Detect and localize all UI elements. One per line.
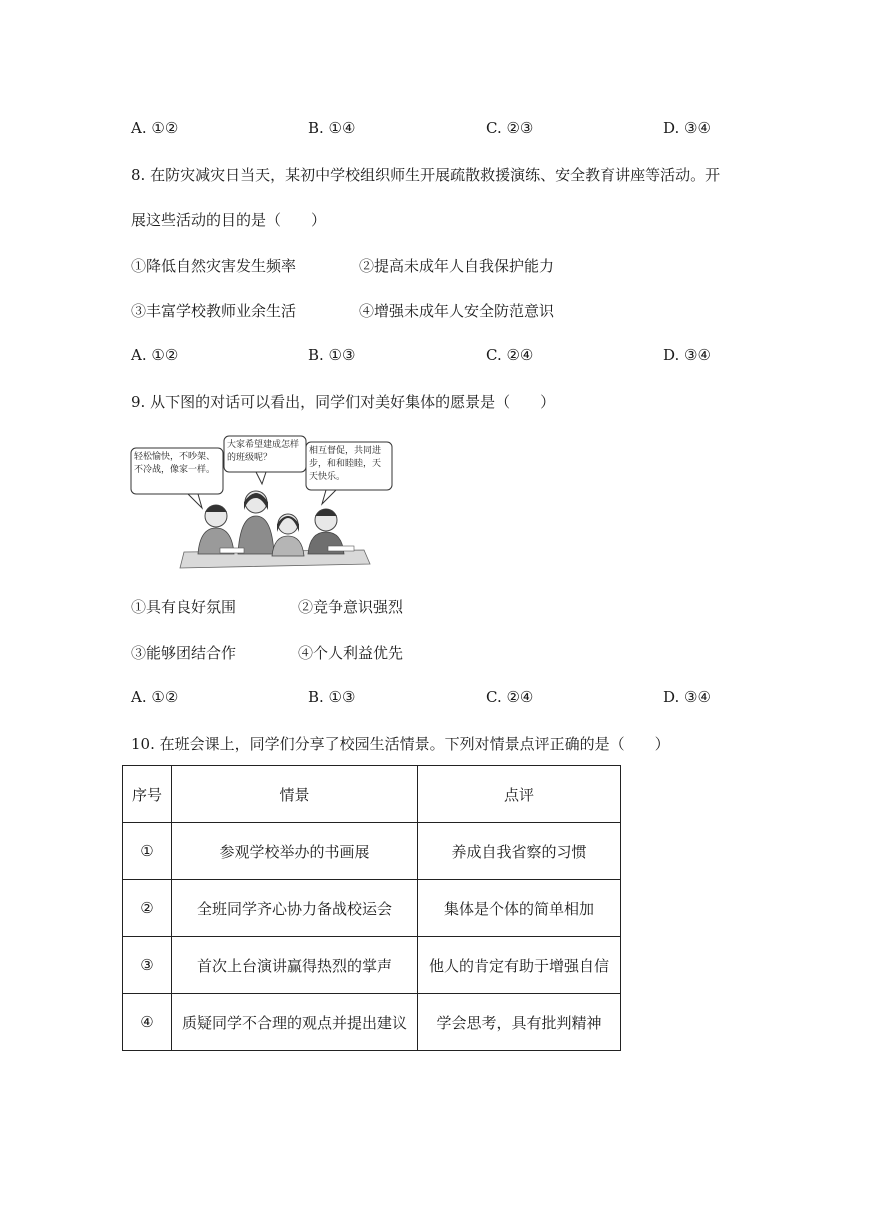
- q9-option-a: A. ①②: [131, 688, 179, 706]
- bubble-middle-text: 大家希望建成怎样的班级呢？: [227, 440, 300, 463]
- row-index: ②: [123, 880, 172, 937]
- q9-item-1: ①具有良好氛围: [131, 598, 237, 616]
- row-comment: 学会思考，具有批判精神: [418, 994, 621, 1051]
- row-scenario: 参观学校举办的书画展: [172, 823, 418, 880]
- q9-item-4: ④个人利益优先: [298, 644, 404, 662]
- row-scenario: 质疑同学不合理的观点并提出建议: [172, 994, 418, 1051]
- q8-option-b: B. ①③: [308, 346, 356, 364]
- q9-option-d: D. ③④: [663, 688, 711, 706]
- q7-option-b: B. ①④: [308, 119, 356, 137]
- row-index: ①: [123, 823, 172, 880]
- q8-option-a: A. ①②: [131, 346, 179, 364]
- q8-item-2: ②提高未成年人自我保护能力: [359, 257, 555, 275]
- q8-stem-line1: 8. 在防灾减灾日当天，某初中学校组织师生开展疏散救援演练、安全教育讲座等活动。开: [131, 166, 721, 184]
- q7-option-c: C. ②③: [486, 119, 534, 137]
- q8-item-4: ④增强未成年人安全防范意识: [359, 302, 555, 320]
- row-scenario: 全班同学齐心协力备战校运会: [172, 880, 418, 937]
- table-row: [123, 994, 621, 1051]
- q8-stem-line2: 展这些活动的目的是（ ）: [131, 211, 327, 229]
- scenario-table: [122, 765, 621, 1051]
- row-index: ③: [123, 937, 172, 994]
- q8-item-3: ③丰富学校教师业余生活: [131, 302, 297, 320]
- q9-stem: 9. 从下图的对话可以看出，同学们对美好集体的愿景是（ ）: [131, 393, 556, 411]
- q9-option-c: C. ②④: [486, 688, 534, 706]
- header-index: 序号: [123, 766, 172, 823]
- bubble-left-text: 轻松愉快，不吵架、不冷战，像家一样。: [134, 452, 216, 475]
- table-row: [123, 937, 621, 994]
- q8-option-d: D. ③④: [663, 346, 711, 364]
- q9-item-3: ③能够团结合作: [131, 644, 237, 662]
- row-comment: 他人的肯定有助于增强自信: [418, 937, 621, 994]
- q8-item-1: ①降低自然灾害发生频率: [131, 257, 297, 275]
- table-row: [123, 823, 621, 880]
- row-comment: 集体是个体的简单相加: [418, 880, 621, 937]
- classroom-discussion-illustration: [128, 432, 394, 572]
- row-index: ④: [123, 994, 172, 1051]
- table-row: [123, 880, 621, 937]
- q7-option-d: D. ③④: [663, 119, 711, 137]
- q9-option-b: B. ①③: [308, 688, 356, 706]
- q10-stem: 10. 在班会课上，同学们分享了校园生活情景。下列对情景点评正确的是（ ）: [131, 735, 670, 753]
- q7-option-a: A. ①②: [131, 119, 179, 137]
- row-scenario: 首次上台演讲赢得热烈的掌声: [172, 937, 418, 994]
- table-header-row: [123, 766, 621, 823]
- bubble-right-text: 相互督促，共同进步，和和睦睦，天天快乐。: [309, 446, 382, 482]
- q8-option-c: C. ②④: [486, 346, 534, 364]
- header-comment: 点评: [418, 766, 621, 823]
- q9-item-2: ②竞争意识强烈: [298, 598, 404, 616]
- row-comment: 养成自我省察的习惯: [418, 823, 621, 880]
- header-scenario: 情景: [172, 766, 418, 823]
